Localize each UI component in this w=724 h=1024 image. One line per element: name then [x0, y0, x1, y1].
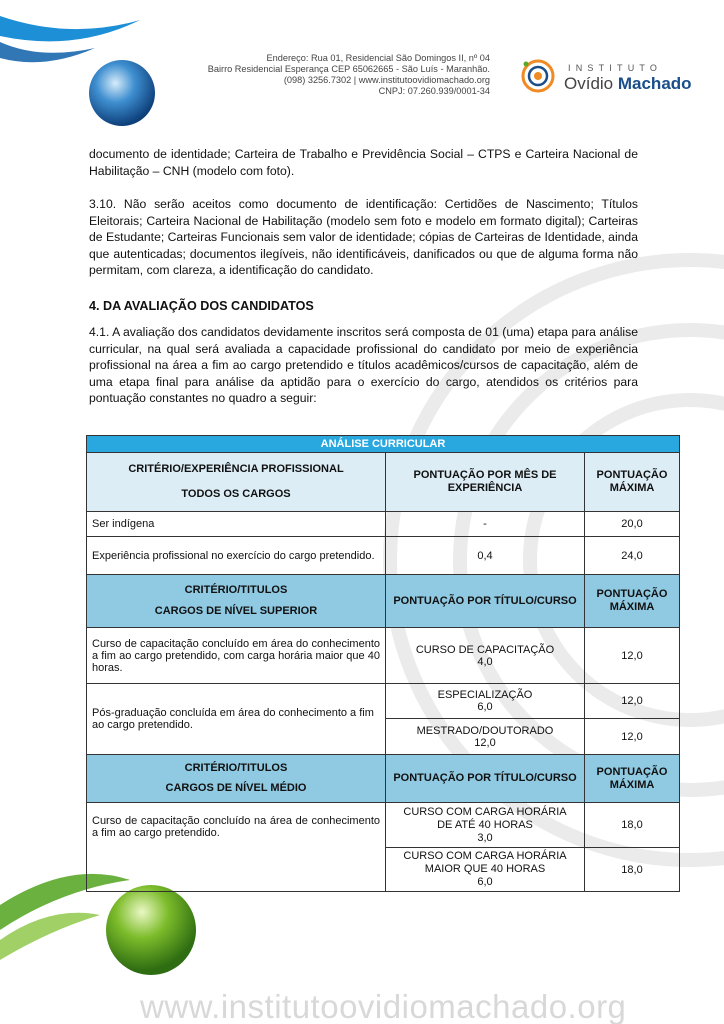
cell-max: 24,0 [585, 537, 680, 575]
address-line: Endereço: Rua 01, Residencial São Domingos II, nº 04 [266, 53, 490, 63]
paragraph-document-identity [89, 146, 638, 179]
cell-max: 12,0 [585, 628, 680, 684]
cell-points: - [386, 512, 585, 537]
cell-points [386, 628, 585, 684]
cell-criterion: Experiência profissional no exercício do cargo pretendido. [87, 537, 386, 575]
header-max-points: PONTUAÇÃO MÁXIMA [585, 755, 680, 803]
cell-criterion: Curso de capacitação concluído na área de conhecimento a fim ao cargo pretendido. [87, 803, 386, 892]
address-line: (098) 3256.7302 | www.institutoovidiomachado.org [283, 75, 490, 85]
section-title: 4. DA AVALIAÇÃO DOS CANDIDATOS [89, 299, 314, 313]
header-line: CRITÉRIO/TITULOS [184, 762, 288, 774]
cell-max: 20,0 [585, 512, 680, 537]
paragraph-3-10 [89, 196, 638, 279]
cell-line: ESPECIALIZAÇÃO [437, 689, 533, 701]
cell-criterion: Curso de capacitação concluído em área do conhecimento a fim ao cargo pretendido, com carga horária maior que 40 horas. [87, 628, 386, 684]
spiral-logo-icon [516, 54, 562, 98]
cell-max: 12,0 [585, 719, 680, 755]
logo-name-regular: Ovídio [564, 74, 618, 93]
table-row [87, 803, 680, 848]
table-header-row [87, 453, 680, 512]
header-line: CRITÉRIO/TITULOS [184, 584, 288, 596]
curriculum-analysis-table [86, 435, 680, 892]
table-row [87, 537, 680, 575]
cell-max: 12,0 [585, 684, 680, 719]
paragraph-text: documento de identidade; Carteira de Trabalho e Previdência Social – CTPS e Carteira Nacional de Habilitação – CNH (modelo com foto). [89, 147, 638, 178]
logo-name-bold: Machado [617, 74, 692, 93]
cell-points [386, 684, 585, 719]
paragraph-4-1 [89, 324, 638, 407]
address-line: CNPJ: 07.260.939/0001-34 [378, 86, 490, 96]
cell-criterion: Ser indígena [87, 512, 386, 537]
cell-line: DE ATÉ 40 HORAS [437, 818, 533, 831]
cell-points: 0,4 [386, 537, 585, 575]
cell-line: 12,0 [474, 736, 496, 749]
cell-line: MESTRADO/DOUTORADO [416, 724, 554, 737]
header-points-per-month: PONTUAÇÃO POR MÊS DE EXPERIÊNCIA [386, 453, 585, 512]
cell-line: 6,0 [477, 876, 493, 888]
cell-max: 18,0 [585, 848, 680, 892]
cell-line: MAIOR QUE 40 HORAS [424, 863, 546, 875]
header-criterion-titles-medio [87, 755, 386, 803]
header-line: CARGOS DE NÍVEL MÉDIO [165, 782, 307, 794]
cell-points [386, 719, 585, 755]
table-row [87, 512, 680, 537]
header-points-per-title: PONTUAÇÃO POR TÍTULO/CURSO [386, 575, 585, 628]
cell-points [386, 848, 585, 892]
cell-criterion: Pós-graduação concluída em área do conhecimento a fim ao cargo pretendido. [87, 684, 386, 755]
paragraph-text: 4.1. A avaliação dos candidatos devidamente inscritos será composta de 01 (uma) etapa para análise curricular, na qual será avaliada a capacidade profissional do candidato por meio de experiência profissional na área a fim ao cargo pretendido e títulos acadêmicos/cursos de capacitação, além de uma etapa final para análise da aptidão para o exercício do cargo, atendidos os critérios para pontuação constantes no quadro a seguir: [89, 325, 638, 406]
green-sphere-icon [106, 885, 196, 975]
header-points-per-title: PONTUAÇÃO POR TÍTULO/CURSO [386, 755, 585, 803]
table-row [87, 628, 680, 684]
cell-line: CURSO COM CARGA HORÁRIA [403, 850, 567, 862]
logo-name [564, 74, 692, 94]
header-line: TODOS OS CARGOS [181, 488, 291, 500]
cell-line: 3,0 [477, 831, 493, 844]
cell-line: CURSO COM CARGA HORÁRIA [403, 805, 567, 818]
header-max-points: PONTUAÇÃO MÁXIMA [585, 453, 680, 512]
header-max-points: PONTUAÇÃO MÁXIMA [585, 575, 680, 628]
cell-points [386, 803, 585, 848]
table-header-row [87, 575, 680, 628]
cell-line: 4,0 [477, 655, 493, 668]
header-criterion-experience [87, 453, 386, 512]
institute-logo [516, 54, 696, 98]
cell-max: 18,0 [585, 803, 680, 848]
footer-url-watermark: www.institutoovidiomachado.org [140, 988, 627, 1024]
header-criterion-titles-superior [87, 575, 386, 628]
logo-top-text: INSTITUTO [568, 63, 663, 73]
cell-line: 6,0 [477, 701, 493, 713]
cell-line: CURSO DE CAPACITAÇÃO [415, 643, 555, 656]
header-address-block [190, 53, 490, 97]
header-line: CRITÉRIO/EXPERIÊNCIA PROFISSIONAL [128, 463, 344, 475]
header-line: CARGOS DE NÍVEL SUPERIOR [154, 605, 318, 617]
paragraph-text: 3.10. Não serão aceitos como documento de identificação: Certidões de Nascimento; Títulos Eleitorais; Carteira Nacional de Habilitação (modelo sem foto e modelo em formato digital); Carteiras de Estudante; Carteiras Funcionais sem valor de identidade; cópias de Carteiras de Identidade, ainda que autenticadas; documentos ilegíveis, não identificáveis, danificados ou que de alguma forma não permitam, com clareza, a identificação do candidato. [89, 197, 638, 278]
table-header-row [87, 755, 680, 803]
address-line: Bairro Residencial Esperança CEP 65062665 - São Luís - Maranhão. [207, 64, 490, 74]
table-row [87, 684, 680, 719]
blue-sphere-icon [89, 60, 155, 126]
table-title: ANÁLISE CURRICULAR [87, 436, 680, 453]
